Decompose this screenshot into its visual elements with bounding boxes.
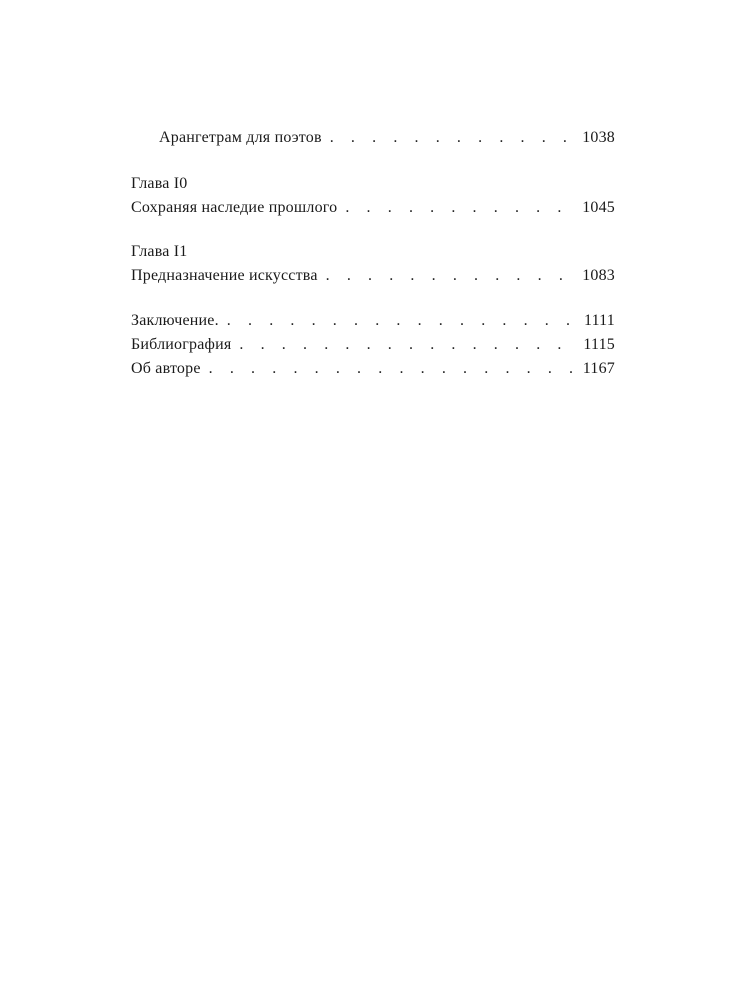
toc-page-number: 1111	[583, 312, 615, 329]
dot-leader	[345, 196, 573, 220]
toc-entry-title: Библиография	[131, 336, 232, 353]
toc-page-number: 1167	[582, 360, 615, 377]
toc-entry-title: Сохраняя наследие прошлого	[131, 199, 338, 216]
toc-entry-title: Предназначение искусства	[131, 267, 318, 284]
toc-entry-chapter-10[interactable]	[131, 196, 615, 220]
toc-entry-title: Об авторе	[131, 360, 201, 377]
toc-entry-chapter-11[interactable]	[131, 264, 615, 288]
toc-entry-poets[interactable]	[131, 126, 615, 150]
table-of-contents	[131, 126, 615, 381]
dot-leader	[326, 264, 573, 288]
toc-page-number: 1115	[583, 336, 615, 353]
dot-leader	[227, 309, 573, 333]
spacer	[131, 288, 615, 309]
spacer	[131, 150, 615, 172]
toc-entry-bibliography[interactable]	[131, 333, 615, 357]
dot-leader	[209, 357, 573, 381]
chapter-label: Глава I1	[131, 243, 188, 260]
toc-entry-conclusion[interactable]	[131, 309, 615, 333]
dot-leader	[239, 333, 573, 357]
spacer	[131, 220, 615, 240]
toc-page-number: 1083	[582, 267, 615, 284]
toc-entry-about-author[interactable]	[131, 357, 615, 381]
toc-page-number: 1038	[582, 129, 615, 146]
dot-leader	[330, 126, 573, 150]
chapter-label: Глава I0	[131, 175, 188, 192]
toc-page-number: 1045	[582, 199, 615, 216]
toc-entry-title: Арангетрам для поэтов	[159, 129, 322, 146]
toc-entry-title: Заключение.	[131, 312, 219, 329]
